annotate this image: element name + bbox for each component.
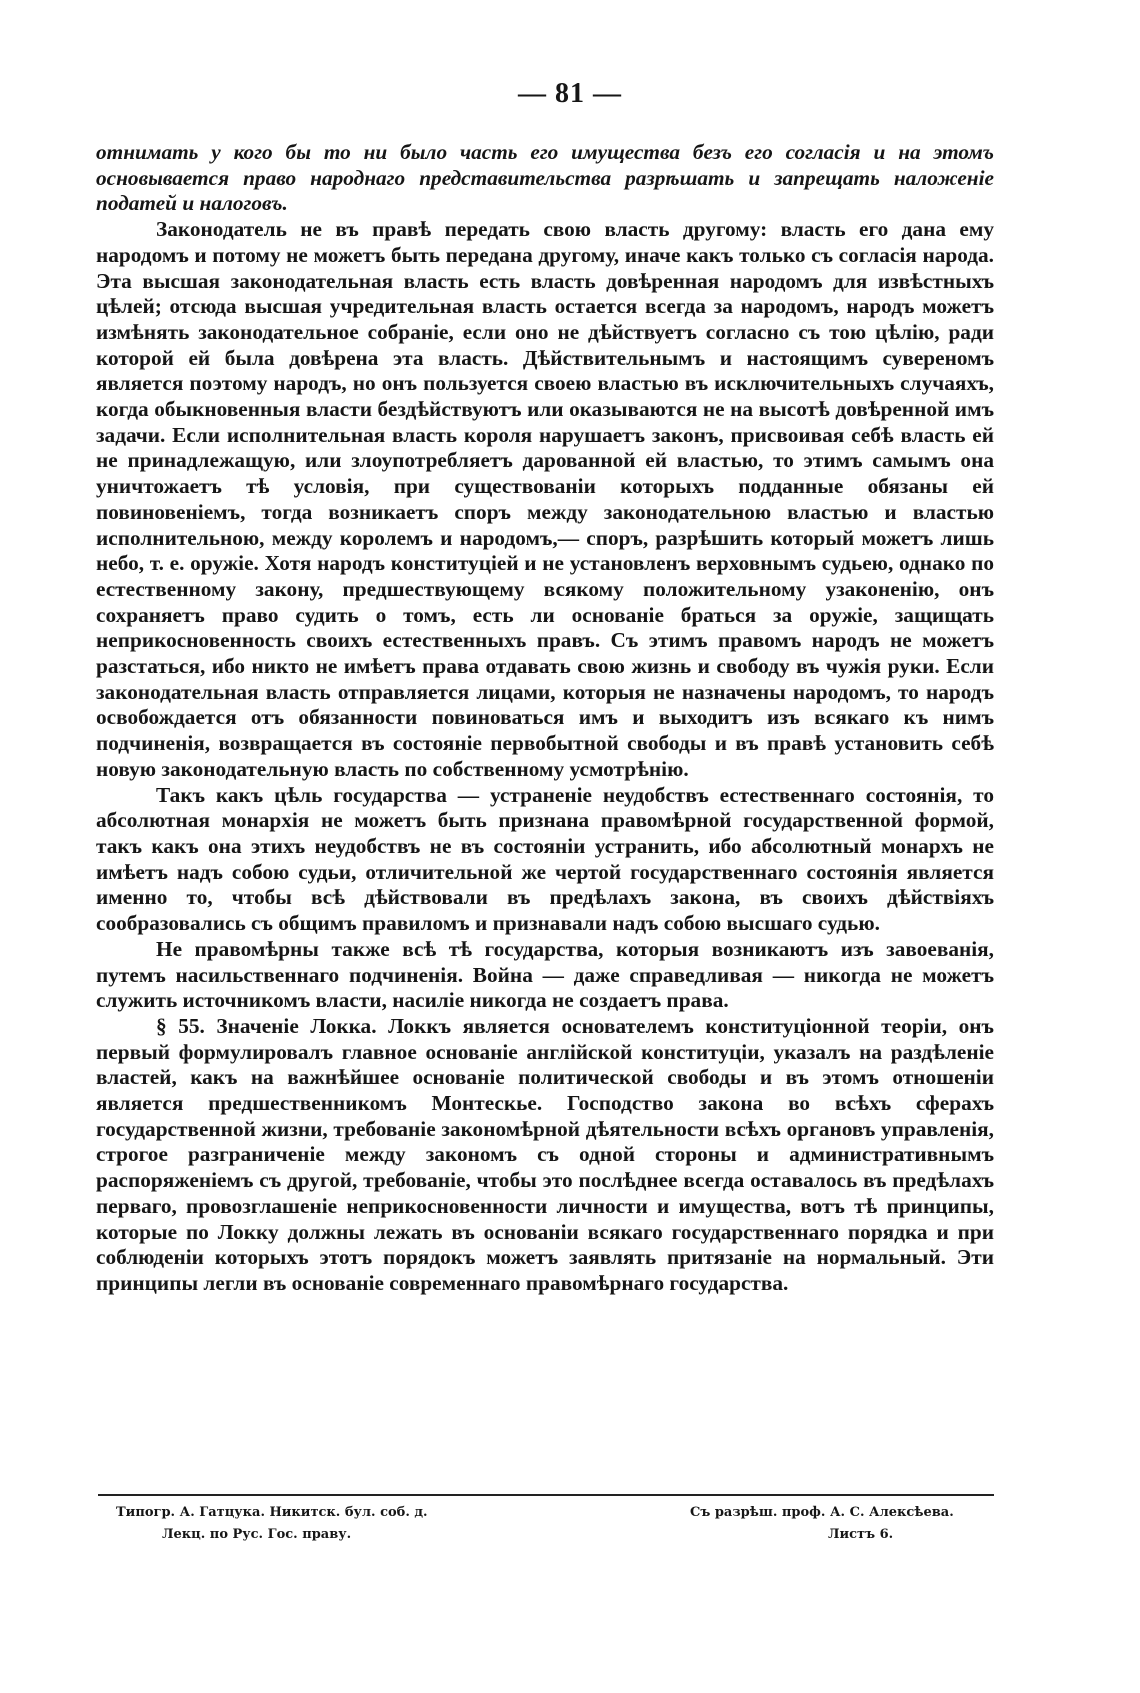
footer-printer: Типогр. А. Гатцука. Никитск. бул. соб. д. [116, 1505, 428, 1520]
paragraph-continuation: отнимать у кого бы то ни было часть его имущества безъ его согласія и на этомъ основывается право народнаго представительства разрѣшать и запрещать наложеніе податей и налоговъ. [96, 140, 994, 216]
section-body: Локкъ является основателемъ конституціонной теоріи, онъ первый формулировалъ главное основаніе англійской конституціи, указалъ на раздѣленіе властей, какъ на важнѣйшее основаніе политической свободы и въ этомъ отношеніи является предшественникомъ Монтескье. Господство закона во всѣхъ сферахъ государственной жизни, требованіе закономѣрной дѣятельности всѣхъ органовъ управленія, строгое разграниченіе между закономъ съ одной стороны и административнымъ распоряженіемъ съ другой, требованіе, чтобы это послѣднее всегда оставалось въ предѣлахъ перваго, провозглашеніе неприкосновенности личности и имущества, вотъ тѣ принципы, которые по Локку должны лежать въ основаніи всякаго государственнаго порядка и при соблюденіи которыхъ этотъ порядокъ можетъ заявлять притязаніе на нормальный. Эти принципы легли въ основаніе современнаго правомѣрнаго государства. [96, 1013, 994, 1295]
paragraph-conquest: Не правомѣрны также всѣ тѣ государства, которыя возникаютъ изъ завоеванія, путемъ насильственнаго подчиненія. Война — даже справедливая — никогда не можетъ служить источникомъ власти, насиліе никогда не создаетъ права. [96, 936, 994, 1013]
paragraph-legislator: Законодатель не въ правѣ передать свою власть другому: власть его дана ему народомъ и потому не можетъ быть передана другому, иначе какъ только съ согласія народа. Эта высшая законодательная власть есть власть довѣренная народомъ для извѣстныхъ цѣлей; отсюда высшая учредительная власть остается всегда за народомъ, народъ можетъ измѣнять законодательное собраніе, если оно не дѣйствуетъ согласно съ тою цѣлію, ради которой ей была довѣрена эта власть. Дѣйствительнымъ и настоящимъ сувереномъ является поэтому народъ, но онъ пользуется своею властью въ исключительныхъ случаяхъ, когда обыкновенныя власти бездѣйствуютъ или оказываются не на высотѣ довѣренной имъ задачи. Если исполнительная власть короля нарушаетъ законъ, присвоивая себѣ власть ей не принадлежащую, или злоупотребляетъ дарованной ей властью, то этимъ самымъ она уничтожаетъ тѣ условія, при существованіи которыхъ подданные обязаны ей повиновеніемъ, тогда возникаетъ споръ между законодательною властью и властью исполнительною, между королемъ и народомъ,— споръ, разрѣшить который можетъ лишь небо, т. е. оружіе. Хотя народъ конституціей и не установленъ верховнымъ судьею, однако по естественному закону, предшествующему всякому положительному узаконенію, онъ сохраняетъ право судить о томъ, есть ли основаніе браться за оружіе, защищать неприкосновенность своихъ естественныхъ правъ. Съ этимъ правомъ народъ не можетъ разстаться, ибо никто не имѣетъ права отдавать свою жизнь и свободу въ чужія руки. Если законодательная власть отправляется лицами, которыя не назначены народомъ, то народъ освобождается отъ обязанности повиноваться имъ и выходитъ изъ всякаго къ нимъ подчиненія, возвращается въ состояніе первобытной свободы и въ правѣ установить себѣ новую законодательную власть по собственному усмотрѣнію. [96, 217, 994, 781]
footer-left [116, 1502, 536, 1546]
footer-course: Лекц. по Рус. Гос. праву. [162, 1527, 352, 1542]
footer-divider [98, 1494, 994, 1496]
footer-permission: Съ разрѣш. проф. А. С. Алексѣева. [690, 1505, 954, 1520]
section-heading: § 55. Значеніе Локка. [156, 1013, 377, 1038]
body-text [96, 140, 994, 1297]
paragraph-absolute-monarchy: Такъ какъ цѣль государства — устраненіе неудобствъ естественнаго состоянія, то абсолютная монархія не можетъ быть признана правомѣрной государственной формой, такъ какъ она этихъ неудобствъ не въ состояніи устранить, ибо абсолютный монархъ не имѣетъ надъ собою судьи, отличительной же чертой государственнаго состоянія является именно то, чтобы всѣ дѣйствовали въ предѣлахъ закона, въ своихъ дѣйствіяхъ сообразовались съ общимъ правиломъ и признавали надъ собою высшаго судью. [96, 782, 994, 936]
footer-sheet: Листъ 6. [828, 1527, 894, 1542]
paragraph-section-55 [96, 1014, 994, 1297]
footer-right [690, 1502, 990, 1546]
page-number: — 81 — [518, 78, 622, 109]
